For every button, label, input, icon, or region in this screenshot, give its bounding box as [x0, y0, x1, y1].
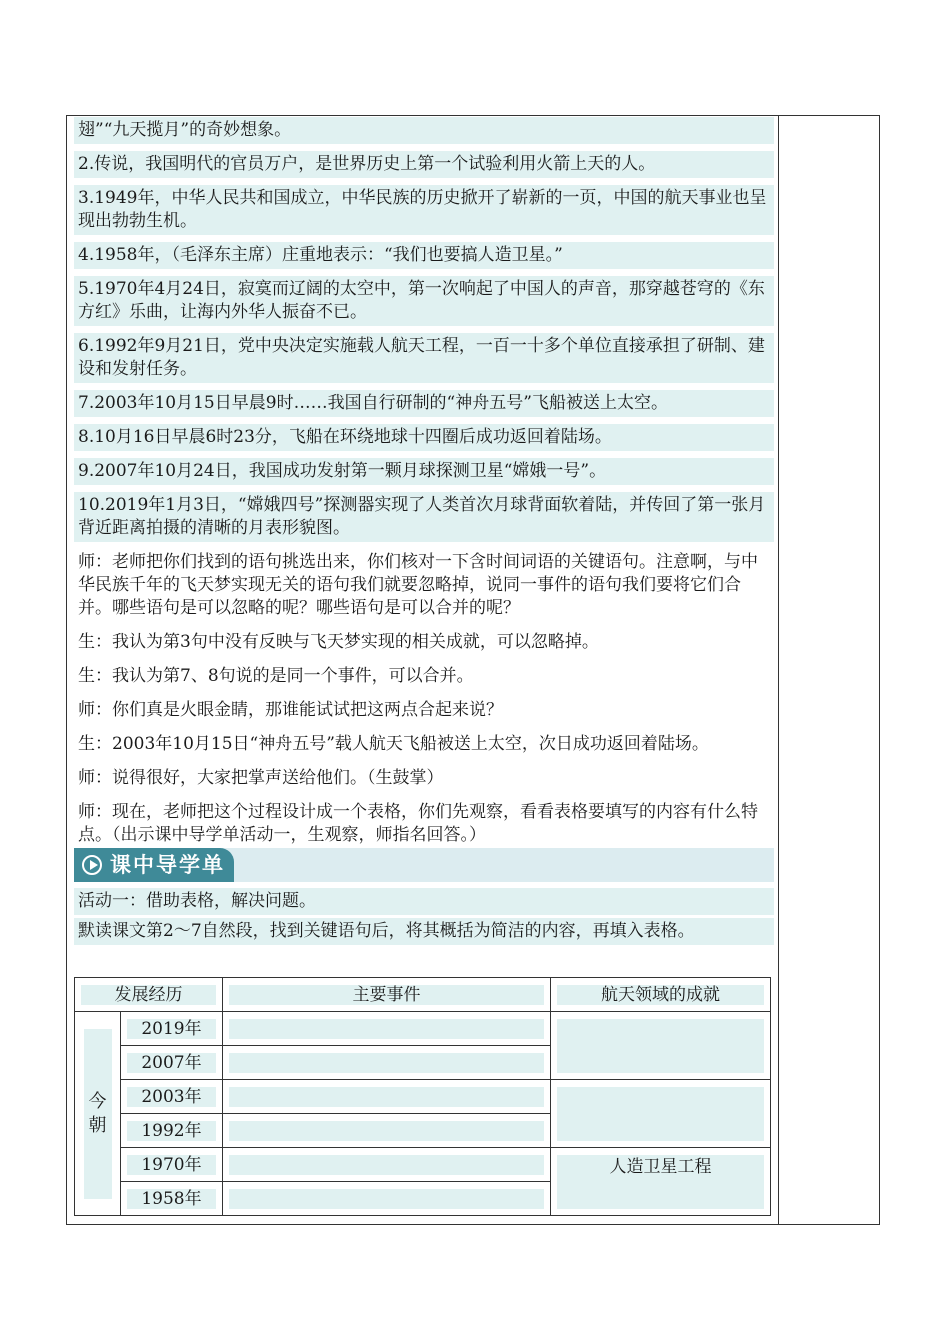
header-event: 主要事件: [223, 978, 551, 1012]
event-input[interactable]: [223, 1182, 551, 1216]
event-input[interactable]: [223, 1148, 551, 1182]
dialogue-line: 生：2003年10月15日“神舟五号”载人航天飞船被送上太空，次日成功返回着陆场。: [78, 734, 709, 754]
activity-block: [74, 888, 774, 948]
achievement-input[interactable]: [551, 1080, 771, 1148]
dialogue-line: 师：说得很好，大家把掌声送给他们。（生鼓掌）: [78, 768, 444, 788]
year-cell: 1970年: [121, 1148, 223, 1182]
dialogue-line: 生：我认为第3句中没有反映与飞天梦实现的相关成就，可以忽略掉。: [78, 632, 599, 652]
year-cell: 1958年: [121, 1182, 223, 1216]
header-stage: 发展经历: [75, 978, 223, 1012]
section-header: [74, 848, 774, 882]
event-input[interactable]: [223, 1114, 551, 1148]
year-cell: 2003年: [121, 1080, 223, 1114]
paragraph: 8.10月16日早晨6时23分，飞船在环绕地球十四圈后成功返回着陆场。: [74, 424, 774, 451]
header-achievement: 航天领域的成就: [551, 978, 771, 1012]
year-cell: 2007年: [121, 1046, 223, 1080]
table-row: [75, 1012, 771, 1046]
paragraph: 3.1949年，中华人民共和国成立，中华民族的历史掀开了崭新的一页，中国的航天事业也呈现出勃勃生机。: [74, 185, 774, 235]
year-cell: 1992年: [121, 1114, 223, 1148]
table-row: [75, 1080, 771, 1114]
paragraph: 10.2019年1月3日，“嫦娥四号”探测器实现了人类首次月球背面软着陆，并传回了第一张月背近距离拍摄的清晰的月表形貌图。: [74, 492, 774, 542]
paragraph: 4.1958年，（毛泽东主席）庄重地表示：“我们也要搞人造卫星。”: [74, 242, 774, 269]
event-input[interactable]: [223, 1012, 551, 1046]
dialogue-line: 师：老师把你们找到的语句挑选出来，你们核对一下含时间词语的关键语句。注意啊，与中华民族千年的飞天梦实现无关的语句我们就要忽略掉，说同一事件的语句我们要将它们合并。哪些语句是可以忽略的呢？哪些语句是可以合并的呢？: [78, 552, 758, 618]
dialogue-line: 师：你们真是火眼金睛，那谁能试试把这两点合起来说？: [78, 700, 503, 720]
achievement-input[interactable]: [551, 1012, 771, 1080]
table-row: [75, 1148, 771, 1182]
table-header-row: [75, 978, 771, 1012]
section-tab: [74, 848, 234, 882]
section-title: 课中导学单: [110, 853, 225, 877]
achievement-cell[interactable]: 人造卫星工程: [551, 1148, 771, 1216]
lesson-text: [74, 115, 774, 856]
dialogue-line: 生：我认为第7、8句说的是同一个事件，可以合并。: [78, 666, 474, 686]
activity-instruction: 默读课文第2～7自然段，找到关键语句后，将其概括为简洁的内容，再填入表格。: [74, 918, 774, 945]
era-cell: 今 朝: [75, 1012, 121, 1216]
paragraph: 6.1992年9月21日，党中央决定实施载人航天工程，一百一十多个单位直接承担了研制、建设和发射任务。: [74, 333, 774, 383]
event-input[interactable]: [223, 1046, 551, 1080]
dialogue-line: 师：现在，老师把这个过程设计成一个表格，你们先观察，看看表格要填写的内容有什么特点。（出示课中导学单活动一，生观察，师指名回答。）: [78, 802, 758, 845]
activity-title: 活动一：借助表格，解决问题。: [74, 888, 774, 915]
year-cell: 2019年: [121, 1012, 223, 1046]
paragraph: 7.2003年10月15日早晨9时……我国自行研制的“神舟五号”飞船被送上太空。: [74, 390, 774, 417]
paragraph: 9.2007年10月24日，我国成功发射第一颗月球探测卫星“嫦娥一号”。: [74, 458, 774, 485]
paragraph: 5.1970年4月24日，寂寞而辽阔的太空中，第一次响起了中国人的声音，那穿越苍穹的《东方红》乐曲，让海内外华人振奋不已。: [74, 276, 774, 326]
play-icon: [82, 855, 102, 875]
timeline-table: [74, 977, 771, 1216]
paragraph: 翅”“九天揽月”的奇妙想象。: [74, 117, 774, 144]
paragraph: 2.传说，我国明代的官员万户，是世界历史上第一个试验利用火箭上天的人。: [74, 151, 774, 178]
event-input[interactable]: [223, 1080, 551, 1114]
right-column-divider: [778, 115, 779, 1225]
